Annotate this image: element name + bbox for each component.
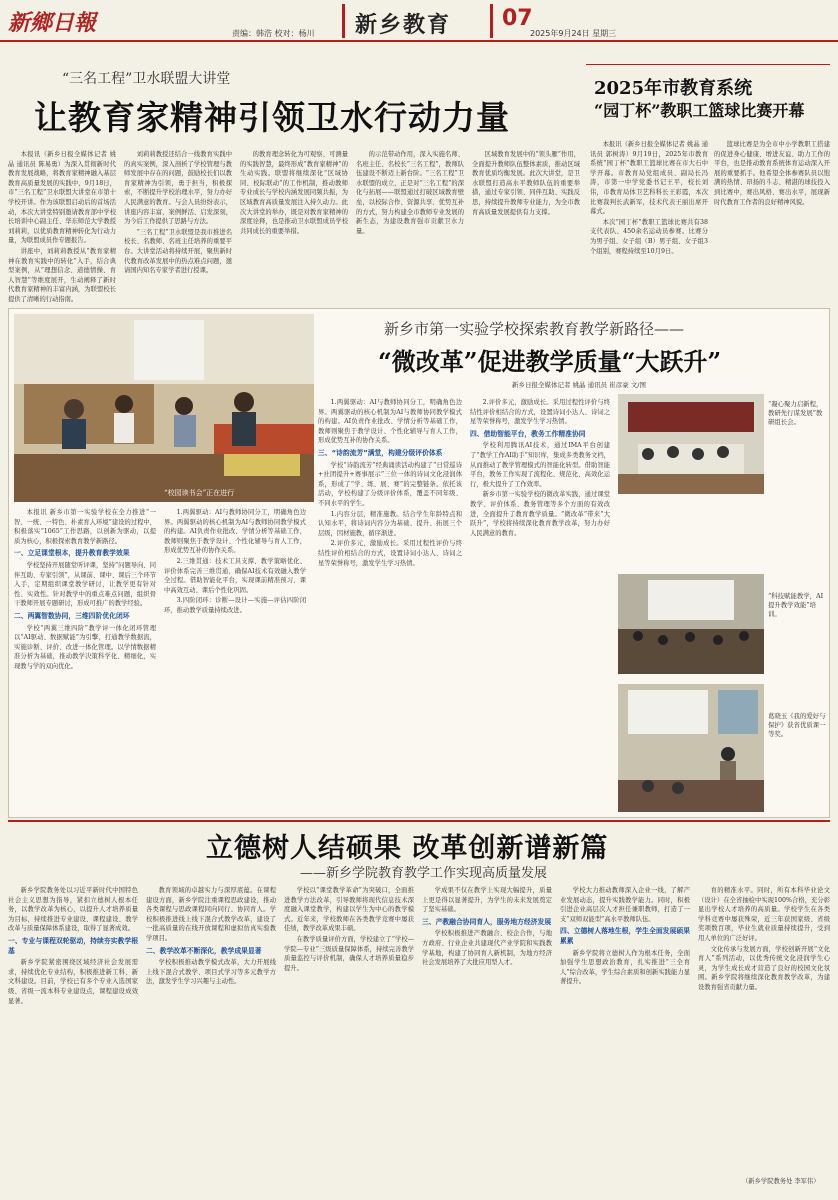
paragraph: 学校积极推动教学模式改革，大力开展线上线下混合式教学、项目式学习等多元教学方法，激发学生学习兴趣与主动性。 bbox=[146, 959, 276, 986]
subheading: 二、两翼智数协同，三维四阶优化闭环 bbox=[14, 611, 130, 620]
paragraph: 学校“诗韵流芳”经典诵读活动构建了“日常巡诗+社团提升+赛事展示”三位一体的诗词文化浸润体系，形成了“学、练、展、赛”的完整链条。依托该活动，学校构建了分级评价体系，覆盖不同年级、不同水平的学生。 bbox=[318, 461, 462, 507]
feature-column-1 bbox=[14, 508, 156, 812]
newspaper-logo: 新鄉日報 bbox=[8, 10, 97, 36]
paragraph: 1.两翼驱动：AI与教师协同分工，明确角色边界。两翼驱动的核心机制为AI与教师协同教学模式的构建。AI负责作业批改、学情分析等基础工作，教师则聚焦于教学设计、个性化辅导与育人工作，形成优势互补的协作关系。 bbox=[164, 509, 306, 555]
photo2-caption: “凝心聚力启新程，教研先行谋发展”教研组长会。 bbox=[768, 400, 823, 426]
subheading: 四、借助智能平台，教务工作精准协同 bbox=[470, 429, 586, 438]
issue-date: 2025年9月24日 星期三 bbox=[530, 29, 617, 38]
article1-column-4 bbox=[356, 150, 464, 302]
paragraph: 学校“两翼三维四阶”教学评一体化闭环管理以“AI驱动、数据赋能”为引擎，打通教学数据流，实施诊断、评价、改进一体化管理。以学情数据精准分析为基础，推动教学决策科学化、精细化，实现教与学的双向优化。 bbox=[14, 624, 156, 670]
photo-classroom bbox=[618, 684, 764, 812]
article3-signature: （新乡学院教务处 李军伟） bbox=[742, 1178, 820, 1185]
feature-column-4 bbox=[470, 398, 610, 812]
paragraph: 的示范带动作用，深入实施名师、名班主任、名校长“三名工程”，教师队伍建设不断迈上新台阶。“三名工程”卫水联盟的成立，正是对“三名工程”的深化与拓展——联盟通过打破区域教育壁垒，以校际合作、资源共享、优势互补的方式，努力构建全市教师专业发展的新生态，为建设教育强市贡献卫水力量。 bbox=[356, 151, 464, 235]
paragraph: 区域教育发展中的“领头雁”作用，全面提升教师队伍整体素质，推动区域教育优质均衡发展。此次大讲堂，是卫水联盟打造高水平教师队伍的重要举措，通过专家引领、同伴互助、实践反思，持续提升教师专业能力，为全市教育高质量发展提供有力支撑。 bbox=[472, 151, 580, 216]
subheading: 四、立德树人落地生根，学生全面发展硕果累累 bbox=[560, 927, 690, 945]
paragraph: 新乡学院紧密围绕区域经济社会发展需求，持续优化专业结构，积极推进新工科、新文科建设。目前，学校已有多个专业入选国家级、省级一流本科专业建设点，课程建设成效显著。 bbox=[8, 959, 138, 1005]
photo-teaching-meeting bbox=[618, 394, 764, 494]
article3-column-1 bbox=[8, 886, 138, 1192]
article3-subheadline: ——新乡学院教育教学工作实现高质量发展 bbox=[300, 866, 548, 881]
paragraph: 的教育理念转化为可观察、可测量的实践智慧，最终形成“教育家精神”的生动实践。联盟将继续深化“区域协同、校际联动”的工作机制，推动教师专业成长与学校内涵发展同频共振，为区域教育高质量发展注入持久动力。此次大讲堂的举办，既是对教育家精神的深度诠释，也是推动卫水联盟成员学校共同成长的重要举措。 bbox=[240, 151, 348, 235]
page-number: 07 bbox=[502, 6, 533, 31]
article3-headline: 立德树人结硕果 改革创新谱新篇 bbox=[206, 833, 609, 864]
subheading: 三、产教融合协同育人，服务地方经济发展 bbox=[422, 917, 552, 926]
paragraph: 2.三维贯通：技术工具支撑、教学策略优化、评价体系完善三维贯通，确保AI技术有效融入教学全过程。借助智能化平台，实现课前精准预习、课中高效互动、课后个性化巩固。 bbox=[164, 557, 306, 594]
paragraph: 育的精准水平。同时，所有本科毕业论文（设计）在全省抽检中实现100%合格，充分彰显出学校人才培养的高质量。学校学生在各类学科竞赛中屡获殊荣，近三年获国家级、省级奖项数百项，毕业生就业质量持续提升，受到用人单位的广泛好评。 bbox=[698, 887, 830, 942]
paragraph: 1.两翼驱动：AI与教师协同分工，明确角色边界。两翼驱动的核心机制为AI与教师协同教学模式的构建。AI负责作业批改、学情分析等基础工作，教师则聚焦于教学设计、个性化辅导与育人工作，形成优势互补的协作关系。 bbox=[318, 399, 462, 445]
teaching-meeting-photo bbox=[618, 394, 764, 494]
paragraph: 讲座中，刘莉莉教授从“教育家精神在教育实践中的转化”入手，结合典型案例，从“理想信念、道德情操、育人智慧”等维度展开，生动阐释了新时代教育家精神的丰富内涵，为联盟校长提供了清晰的行动指南。 bbox=[8, 247, 116, 302]
subheading: 一、立足课堂根本，提升教育教学效果 bbox=[14, 549, 130, 558]
subheading: 一、专业与课程双轮驱动，持续夯实教学根基 bbox=[8, 936, 138, 955]
paragraph: 学校积极推进产教融合、校企合作，与地方政府、行业企业共建现代产业学院和实践教学基地，构建了协同育人新机制，为地方经济社会发展培养了大批应用型人才。 bbox=[422, 930, 552, 967]
subheading: 二、教学改革不断深化，教学成果显著 bbox=[146, 946, 262, 955]
photo-ai-training bbox=[618, 574, 764, 674]
photo1-caption: “校园读书会”正在进行 bbox=[164, 489, 235, 497]
paragraph: 本报讯 新乡市第一实验学校在全力推进“一智、一统、一特色、朴素育人环境”建设的过程中，积极落实“1065”工作思路，以创新为驱动，以提质为核心，积极探索教育教学新路径。 bbox=[14, 509, 156, 545]
photo-reading-session bbox=[14, 314, 314, 502]
paragraph: 1.内容分层，精准施教。结合学生年龄特点和认知水平，将诗词内容分为基础、提升、拓展三个层级，因材施教，循序渐进。 bbox=[318, 510, 462, 537]
article2-column-1 bbox=[590, 140, 708, 302]
paragraph: 新乡市第一实验学校的微改革实践，通过课堂教学、评价体系、教务管理等多个方面的有效改进，全面提升了教育教学质量。“微改革”带来“大跃升”，学校将持续深化教育教学改革，努力办好人民满意的教育。 bbox=[470, 491, 610, 537]
masthead bbox=[0, 0, 838, 42]
article2-headline: “园丁杯”教职工篮球比赛开幕 bbox=[594, 101, 805, 120]
article3-column-5 bbox=[560, 886, 690, 1192]
paragraph: 文化传承与发展方面，学校创新开展“文化育人”系列活动，以优秀传统文化浸润学生心灵，为学生成长成才营造了良好的校园文化氛围。新乡学院将继续深化教育教学改革，为建设教育强省贡献力量。 bbox=[698, 945, 830, 991]
paragraph: 学校大力推动教师深入企业一线，了解产业发展动态，提升实践教学能力。同时，积极引进企业高层次人才担任兼职教师，打造了一支“双师双能型”高水平教师队伍。 bbox=[560, 887, 690, 923]
editor-credits: 责编：韩浩 校对：杨川 bbox=[232, 29, 315, 38]
article1-column-2 bbox=[124, 150, 232, 302]
paragraph: 新乡学院将立德树人作为根本任务，全面加强学生思想政治教育，扎实推进“三全育人”综合改革，学生综合素质和创新实践能力显著提升。 bbox=[560, 949, 690, 986]
reading-session-photo bbox=[14, 314, 314, 502]
photo3-caption: “科技赋能教学，AI提升教学效能”培训。 bbox=[768, 592, 824, 618]
paragraph: “三名工程”卫水联盟是我市推进名校长、名教师、名班主任培养的重要平台。大讲堂活动将持续开展，聚焦新时代教育改革发展中的热点难点问题，邀请国内知名专家学者进行授课。 bbox=[124, 228, 232, 275]
article3-column-2 bbox=[146, 886, 276, 1192]
section-divider bbox=[342, 4, 345, 38]
ai-training-photo bbox=[618, 574, 764, 674]
paragraph: 教育领域的卓越实力与深厚底蕴。在课程建设方面，新乡学院注重课程思政建设，推动各类课程与思政课程同向同行、协同育人。学校积极推进线上线下混合式教学改革，建设了一批高质量的在线开放课程和虚拟仿真实验教学项目。 bbox=[146, 887, 276, 942]
paragraph: 2.评价多元，激励成长。采用过程性评价与终结性评价相结合的方式，设置诗词小达人、诗词之星等荣誉称号，激发学生学习热情。 bbox=[318, 540, 462, 567]
article1-column-1 bbox=[8, 150, 116, 302]
article1-headline: 让教育家精神引领卫水行动力量 bbox=[34, 98, 510, 137]
paragraph: 新乡学院教务处以习近平新时代中国特色社会主义思想为指导，紧扣立德树人根本任务，以教学改革为核心，以提升人才培养质量为目标，持续推进专业建设、课程建设、教学改革与质量保障体系建设，取得了显著成效。 bbox=[8, 887, 138, 933]
section-title: 新乡教育 bbox=[355, 13, 452, 38]
article3-column-3 bbox=[284, 886, 414, 1192]
paragraph: 学校坚持开展随堂听评课，坚持“问题导向、同伴互助、专家引领”，从课前、课中、课后三个环节入手，定期组织课堂教学研讨，让教学更有针对性、实效性。针对教学中的重点难点问题，组织骨干教师开展专题研讨，形成可推广的教学经验。 bbox=[14, 561, 156, 608]
feature-column-2 bbox=[164, 508, 306, 812]
photo4-caption: 葛晓玉《我的爱好与保护》获省优质课一等奖。 bbox=[768, 712, 826, 738]
paragraph: 本报讯（新乡日报全媒体记者 姚晶 通讯员 郭树涛）9月19日，2025年市教育系统“园丁杯”教职工篮球比赛在市大石中学开幕。市教育局党组成员、副局长冯涛，市第一中学党委书记王平，校长刘伟，市教育局体卫艺科科长王彩霞，本次比赛裁判长武新军，技术代表王丽出席开幕式。 bbox=[590, 141, 708, 216]
feature-headline: “微改革”促进教学质量“大跃升” bbox=[378, 347, 722, 376]
paragraph: 学校以“课堂教学革命”为突破口，全面推进教学方法改革，引导教师将现代信息技术深度融入课堂教学，构建以学生为中心的教学模式。近年来，学校教师在各类教学竞赛中屡获佳绩，教学改革成果丰硕。 bbox=[284, 887, 414, 933]
paragraph: 3.四阶闭环：诊断—设计—实施—评估四阶闭环，推动教学质量持续改进。 bbox=[164, 597, 306, 614]
article3-column-6 bbox=[698, 886, 830, 1174]
feature-kicker: 新乡市第一实验学校探索教育教学新路径—— bbox=[384, 320, 685, 338]
paragraph: 本报讯（新乡日报全媒体记者 姚晶 通讯员 陈易勇）为深入贯彻新时代教育发展战略，将教育家精神融入基层教育高质量发展的实践中，9月18日，市“三名工程”卫水联盟大讲堂在市第十学校开讲。作为该联盟启动后的首场活动，本次大讲堂特别邀请教育部中学校长培训中心副主任、华东师范大学教授刘莉莉，以优质教育精神转化为行动力量，为联盟成员作专题报告。 bbox=[8, 151, 116, 245]
paragraph: 刘莉莉教授还结合一线教育实践中的真实案例，深入剖析了学校管理与教师发展中存在的问题，鼓励校长们以教育家精神为引领，勇于担当，积极探索，不断提升学校治理水平，努力办好人民满意的教育。与会人员纷纷表示，讲座内容丰富、案例鲜活、启发深刻，为今后工作提供了思路与方法。 bbox=[124, 151, 232, 226]
article3-rule bbox=[8, 820, 830, 822]
paragraph: 学校利用腾讯AI技术，通过IMA平台创建了“教学工作AI助手”知识库，集成多类教务文档，从而推动了教学管理模式的智能化转型。借助智能平台，教务工作实现了流程化、规范化、高效化运行，极大提升了工作效率。 bbox=[470, 442, 610, 488]
section-divider bbox=[490, 4, 493, 38]
feature-column-3 bbox=[318, 398, 462, 812]
paragraph: 在教学质量评价方面，学校建立了“学校—学院—专业”三级质量保障体系，持续完善教学质量监控与评价机制，确保人才培养质量稳步提升。 bbox=[284, 935, 414, 972]
article3-column-4 bbox=[422, 886, 552, 1192]
paragraph: 篮球比赛是为全市中小学教职工搭建的促进身心健康、增进友谊、助力工作的平台，也是推动教育系统体育运动深入开展的重要抓手。他希望全体参赛队员以饱满的热情、昂扬的斗志、精湛的球技投入到比赛中，赛出风格、赛出水平，展现新时代教育工作者的良好精神风貌。 bbox=[714, 141, 830, 206]
paragraph: 2.评价多元，激励成长。采用过程性评价与终结性评价相结合的方式，设置诗词小达人、诗词之星等荣誉称号，激发学生学习热情。 bbox=[470, 399, 610, 426]
paragraph: 学成果不仅在教学上实现大幅提升，质量上更是得以显著提升，为学生的未来发展奠定了坚实基础。 bbox=[422, 887, 552, 914]
classroom-photo bbox=[618, 684, 764, 812]
paragraph: 本次“园丁杯”教职工篮球比赛共有38支代表队、450余名运动员参赛。比赛分为男子组、女子组（B）男子组、女子组3个组别，赛程持续至10月9日。 bbox=[590, 218, 708, 255]
article2-title-line: 2025年市教育系统 bbox=[594, 78, 753, 99]
article2-rule bbox=[586, 64, 830, 65]
article1-column-3 bbox=[240, 150, 348, 302]
feature-byline: 新乡日报全媒体记者 姚晶 通讯员 崔彦豪 文/图 bbox=[512, 381, 646, 389]
article2-column-2 bbox=[714, 140, 830, 302]
subheading: 三、“诗韵流芳”满堂，构建分级评价体系 bbox=[318, 448, 443, 457]
article1-column-5 bbox=[472, 150, 580, 302]
article1-kicker: “三名工程”卫水联盟大讲堂 bbox=[62, 71, 231, 87]
